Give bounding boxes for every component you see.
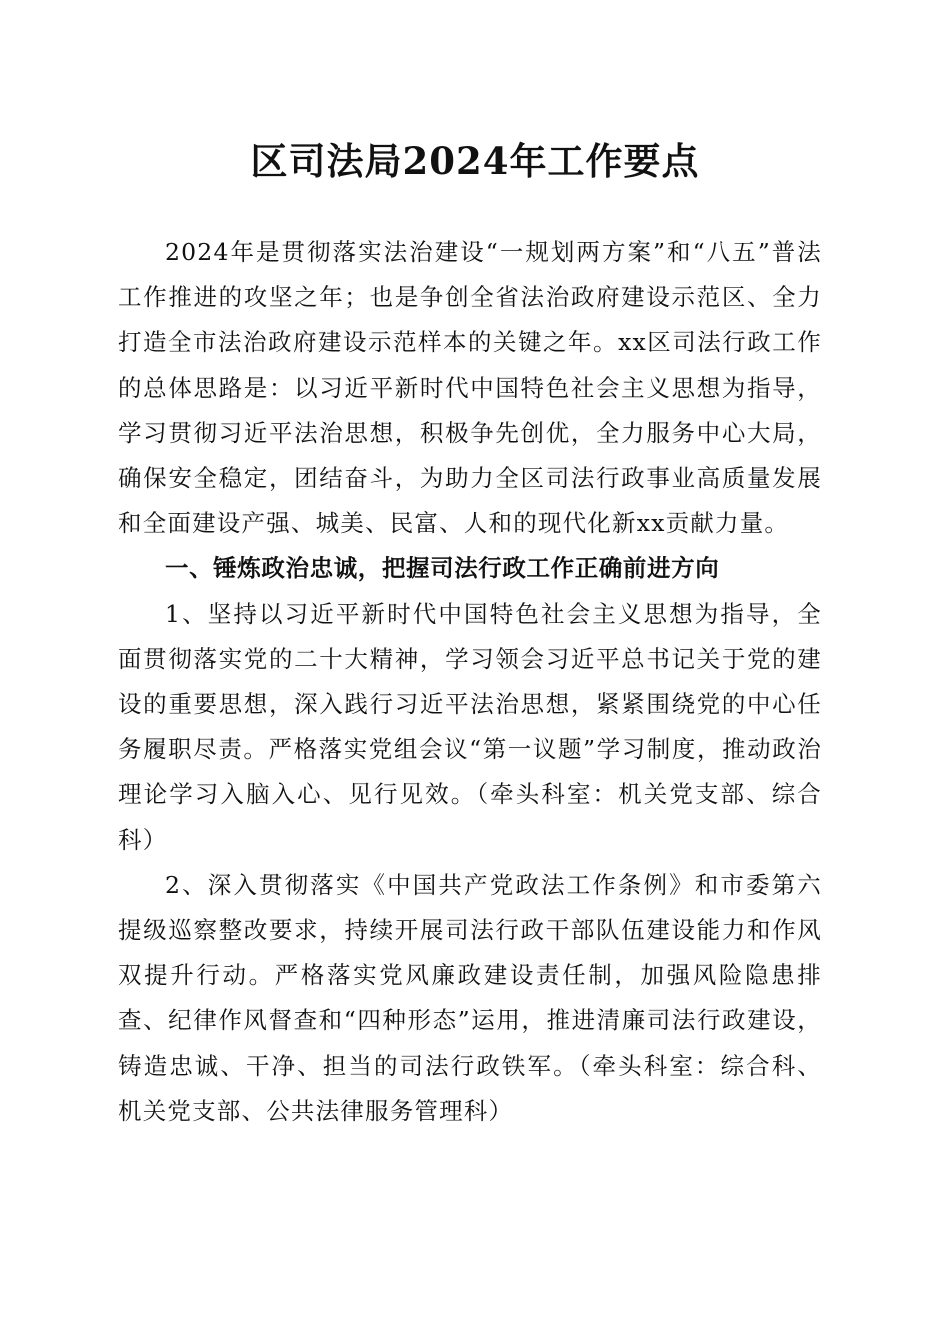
section-heading: 一、锤炼政治忠诚，把握司法行政工作正确前进方向 [165,554,720,583]
item-paragraph-1: 1、坚持以习近平新时代中国特色社会主义思想为指导，全面贯彻落实党的二十大精神，学习领会习近平总书记关于党的建设的重要思想，深入践行习近平法治思想，紧紧围绕党的中心任务履职尽责。严格落实党组会议“第一议题”学习制度，推动政治理论学习入脑入心、见行见效。（牵头科室：机关党支部、综合科） [118,599,822,854]
document-title: 区司法局2024年工作要点 [250,139,700,183]
intro-paragraph: 2024年是贯彻落实法治建设“一规划两方案”和“八五”普法工作推进的攻坚之年；也是争创全省法治政府建设示范区、全力打造全市法治政府建设示范样本的关键之年。xx区司法行政工作的总体思路是：以习近平新时代中国特色社会主义思想为指导，学习贯彻习近平法治思想，积极争先创优，全力服务中心大局，确保安全稳定，团结奋斗，为助力全区司法行政事业高质量发展和全面建设产强、城美、民富、人和的现代化新xx贡献力量。 [118,238,822,538]
document-body [118,230,822,1134]
item-paragraph-2: 2、深入贯彻落实《中国共产党政法工作条例》和市委第六提级巡察整改要求，持续开展司法行政干部队伍建设能力和作风双提升行动。严格落实党风廉政建设责任制，加强风险隐患排查、纪律作风督查和“四种形态”运用，推进清廉司法行政建设，铸造忠诚、干净、担当的司法行政铁军。（牵头科室：综合科、机关党支部、公共法律服务管理科） [118,870,822,1125]
